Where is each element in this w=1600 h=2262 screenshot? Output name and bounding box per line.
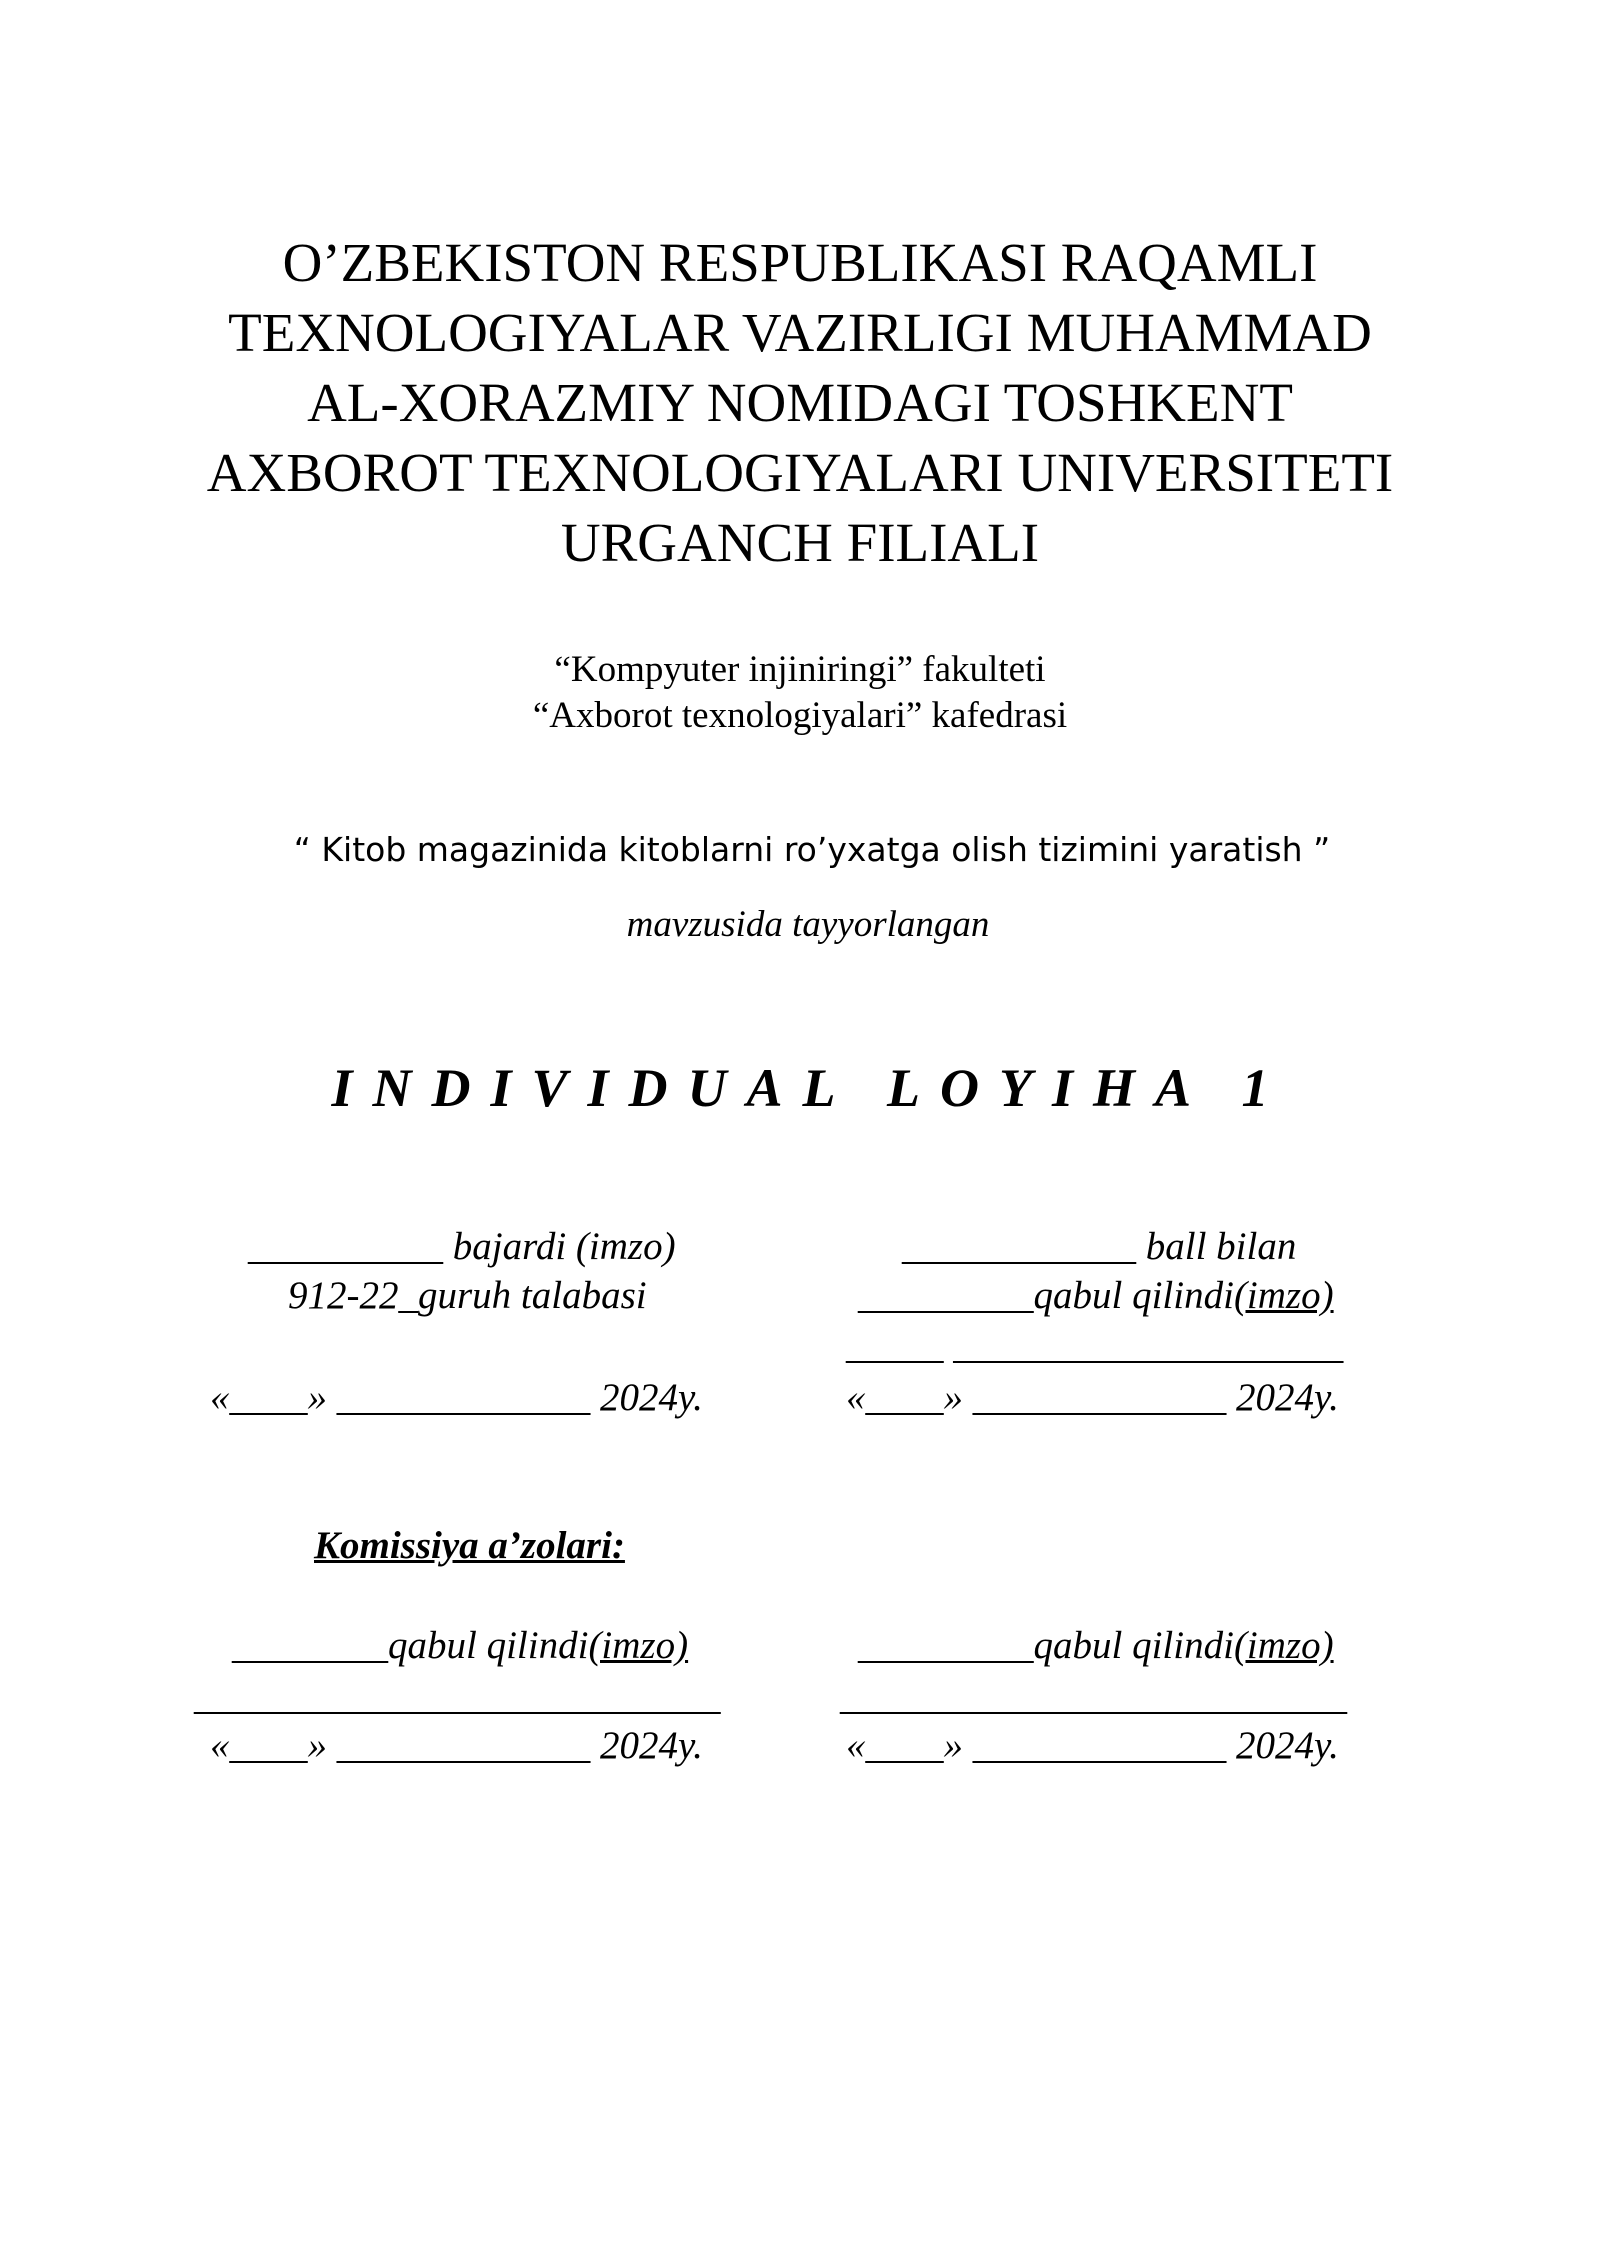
faculty-name: “Kompyuter injiniringi” fakulteti <box>554 649 1046 690</box>
commission-left-accepted <box>232 1622 688 1670</box>
student-group: 912-22_guruh talabasi <box>288 1274 647 1317</box>
commission-right-date: «____» _____________ 2024y. <box>846 1724 1339 1767</box>
university-title <box>0 228 1600 578</box>
topic-subtitle: mavzusida tayyorlangan <box>626 904 990 945</box>
title-line-2: TEXNOLOGIYALAR VAZIRLIGI MUHAMMAD <box>228 302 1372 363</box>
commission-left-accepted-text: ________qabul qilindi <box>232 1624 589 1667</box>
accepted-line <box>858 1272 1334 1320</box>
teacher-date: «____» _____________ 2024y. <box>846 1376 1339 1419</box>
title-line-5: URGANCH FILIALI <box>560 512 1040 573</box>
blank-signature-line: _____ ____________________ <box>846 1324 1344 1367</box>
commission-right-accepted-text: _________qabul qilindi <box>858 1624 1234 1667</box>
title-line-1: O’ZBEKISTON RESPUBLIKASI RAQAMLI <box>282 232 1318 293</box>
title-line-4: AXBOROT TEXNOLOGIYALARI UNIVERSITETI <box>206 442 1394 503</box>
commission-left-imzo: (imzo) <box>588 1624 689 1667</box>
topic-title: “ Kitob magazinida kitoblarni ro’yxatga olish tizimini yaratish ” <box>293 830 1331 869</box>
commission-right-imzo: (imzo) <box>1233 1624 1334 1667</box>
commission-heading: Komissiya a’zolari: <box>314 1524 625 1567</box>
imzo-label: (imzo) <box>1233 1274 1334 1317</box>
commission-right-blank: __________________________ <box>840 1675 1347 1718</box>
accepted-text: _________qabul qilindi <box>858 1274 1234 1317</box>
project-title: INDIVIDUAL LOYIHA 1 <box>331 1058 1289 1118</box>
commission-right-accepted <box>858 1622 1334 1670</box>
grade-line: ____________ ball bilan <box>902 1225 1297 1268</box>
student-date: «____» _____________ 2024y. <box>210 1376 703 1419</box>
department-name: “Axborot texnologiyalari” kafedrasi <box>532 695 1068 736</box>
commission-left-date: «____» _____________ 2024y. <box>210 1724 703 1767</box>
commission-left-blank: ___________________________ <box>194 1675 721 1718</box>
title-line-3: AL-XORAZMIY NOMIDAGI TOSHKENT <box>307 372 1293 433</box>
student-signature-line: __________ bajardi (imzo) <box>248 1225 676 1268</box>
